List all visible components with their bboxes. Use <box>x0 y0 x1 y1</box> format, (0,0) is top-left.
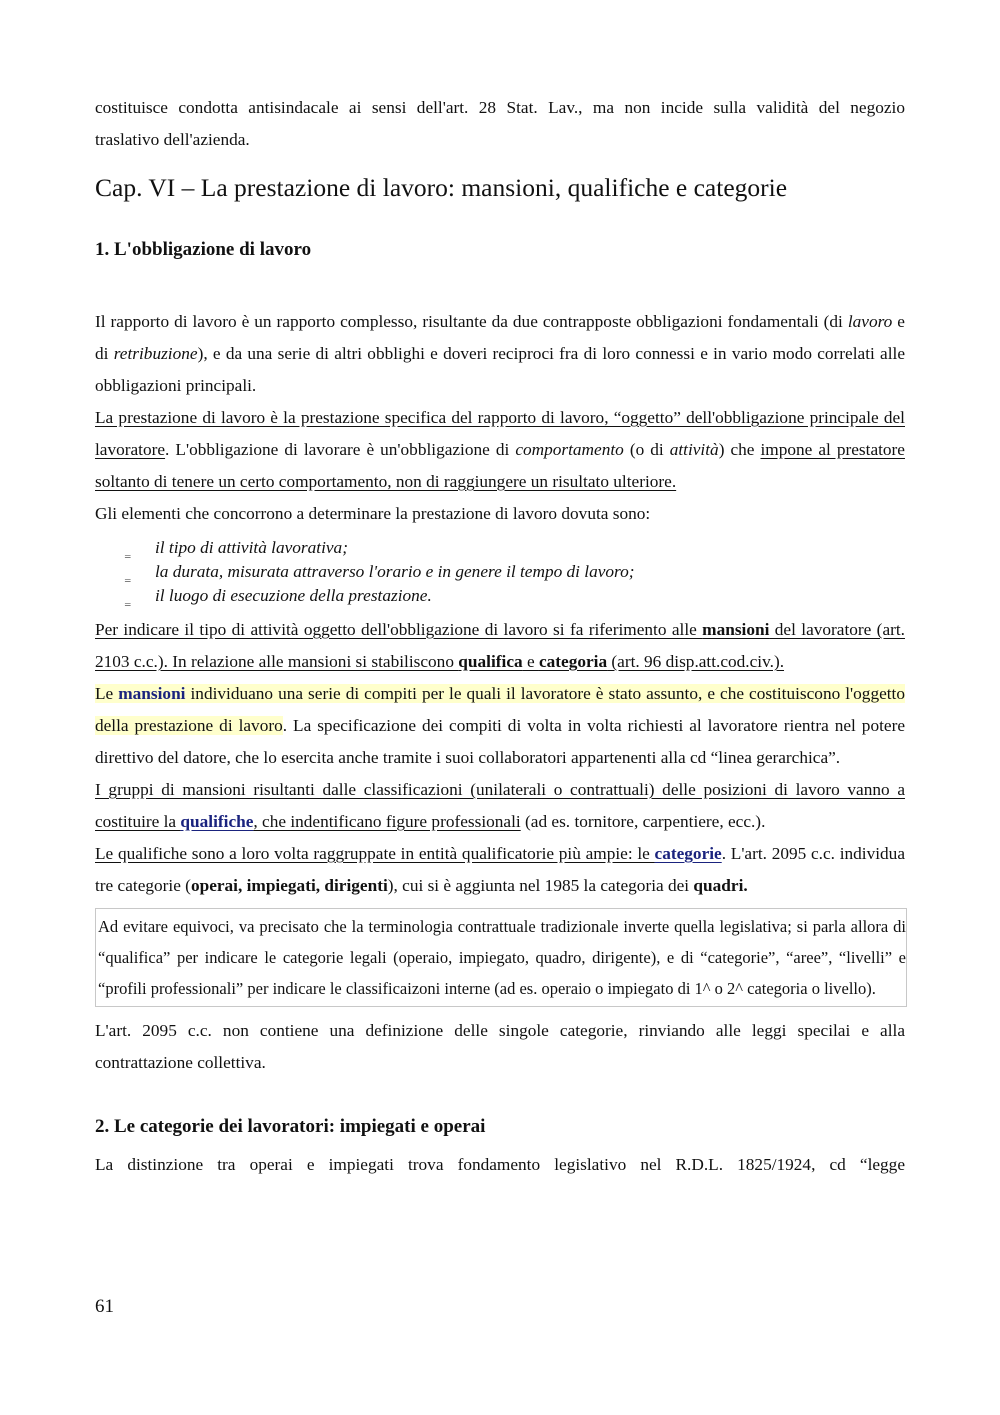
page-content <box>95 92 905 1181</box>
continued-paragraph-line: costituisce condotta antisindacale ai sensi dell'art. 28 Stat. Lav., ma non incide sulla validità del negozio <box>95 98 905 117</box>
note-box <box>95 908 907 1007</box>
continued-paragraph-line: traslativo dell'azienda. <box>95 130 250 149</box>
paragraph: I gruppi di mansioni risultanti dalle classificazioni (unilaterali o contrattuali) delle posizioni di lavoro vanno a costituire la qualifiche, che indentificano figure professionali (ad es. tornitore, carpentiere, ecc.). <box>95 780 905 831</box>
list-item: ‗ la durata, misurata attraverso l'orario e in genere il tempo di lavoro; <box>95 560 905 584</box>
chapter-title: Cap. VI – La prestazione di lavoro: mansioni, qualifiche e categorie <box>95 173 788 202</box>
paragraph: Le mansioni individuano una serie di compiti per le quali il lavoratore è stato assunto, e che costituiscono l'oggetto della prestazione di lavoro. La specificazione dei compiti di volta in volta richiesti al lavoratore rientra nel potere direttivo del datore, che lo esercita anche tramite i suoi collaboratori appartenenti alla cd “linea gerarchica”. <box>95 684 905 767</box>
note-text: Ad evitare equivoci, va precisato che la terminologia contrattuale tradizionale inverte quella legislativa; si parla allora di “qualifica” per indicare le categorie legali (operaio, impiegato, quadro, dirigente), e di “categorie”, “aree”, “livelli” e “profili professionali” per indicare le classificaizoni interne (ad es. operaio o impiegato di 1^ o 2^ categoria o livello). <box>98 917 906 998</box>
bullet-list <box>95 536 905 608</box>
paragraph: Gli elementi che concorrono a determinare la prestazione di lavoro dovuta sono: <box>95 504 651 523</box>
dash-bullet-icon: ‗ <box>125 594 131 606</box>
paragraph: La distinzione tra operai e impiegati trova fondamento legislativo nel R.D.L. 1825/1924, cd “legge <box>95 1155 905 1174</box>
paragraph: Le qualifiche sono a loro volta raggruppate in entità qualificatorie più ampie: le categorie. L'art. 2095 c.c. individua tre categorie (operai, impiegati, dirigenti), cui si è aggiunta nel 1985 la categoria dei quadri. <box>95 844 905 895</box>
paragraph: La prestazione di lavoro è la prestazione specifica del rapporto di lavoro, “oggetto” dell'obbligazione principale del lavoratore. L'obbligazione di lavorare è un'obbligazione di comportamento (o di attività) che impone al prestatore soltanto di tenere un certo comportamento, non di raggiungere un risultato ulteriore. <box>95 408 905 491</box>
page-number: 61 <box>95 1296 114 1317</box>
dash-bullet-icon: ‗ <box>125 546 131 558</box>
paragraph: L'art. 2095 c.c. non contiene una definizione delle singole categorie, rinviando alle leggi specilai e alla contrattazione collettiva. <box>95 1021 905 1072</box>
list-item: ‗ il luogo di esecuzione della prestazione. <box>95 584 905 608</box>
section-2-heading: 2. Le categorie dei lavoratori: impiegati e operai <box>95 1116 486 1137</box>
paragraph: Il rapporto di lavoro è un rapporto complesso, risultante da due contrapposte obbligazioni fondamentali (di lavoro e di retribuzione), e da una serie di altri obblighi e doveri reciproci fra di loro connessi e in vario modo correlati alle obbligazioni principali. <box>95 312 906 395</box>
section-1-heading: 1. L'obbligazione di lavoro <box>95 239 312 260</box>
list-item: ‗ il tipo di attività lavorativa; <box>95 536 905 560</box>
dash-bullet-icon: ‗ <box>125 570 131 582</box>
paragraph: Per indicare il tipo di attività oggetto dell'obbligazione di lavoro si fa riferimento alle mansioni del lavoratore (art. 2103 c.c.). In relazione alle mansioni si stabiliscono qualifica e categoria (art. 96 disp.att.cod.civ.). <box>95 620 905 671</box>
